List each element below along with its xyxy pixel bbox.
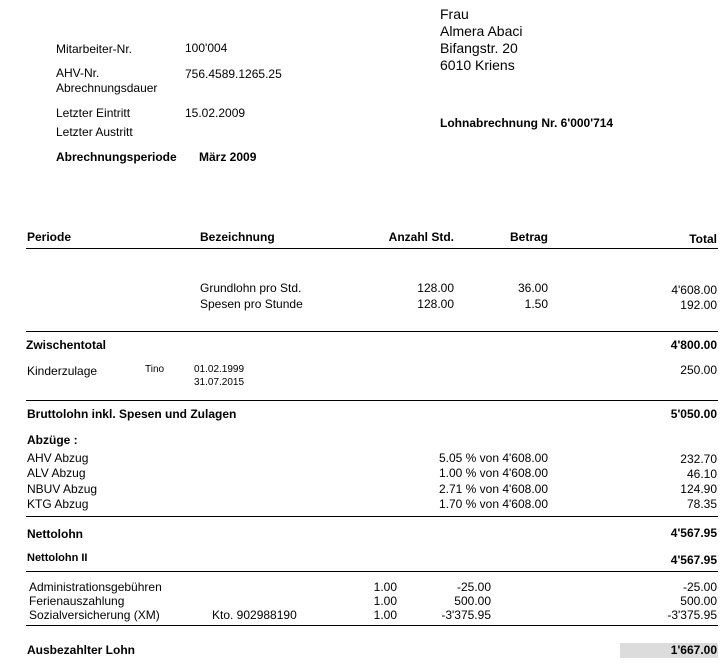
address-street: Bifangstr. 20 <box>440 40 518 56</box>
period-label: Abrechnungsperiode <box>56 150 177 164</box>
adjustment-qty: 1.00 <box>373 580 397 594</box>
wage-label: Spesen pro Stunde <box>200 297 303 311</box>
adjustment-amount: -25.00 <box>456 580 491 594</box>
deduction-rate: 1.70 % von 4'608.00 <box>438 497 548 511</box>
payout-label: Ausbezahlter Lohn <box>27 643 136 657</box>
col-betrag: Betrag <box>509 230 548 244</box>
deduction-label: NBUV Abzug <box>27 482 98 496</box>
period-value: März 2009 <box>199 150 257 164</box>
gross-value: 5'050.00 <box>670 407 717 421</box>
duration-label: Abrechnungsdauer <box>56 81 158 95</box>
adjustment-qty: 1.00 <box>373 608 397 622</box>
adjustment-qty: 1.00 <box>373 594 397 608</box>
subtotal-label: Zwischentotal <box>26 338 107 352</box>
address-city: 6010 Kriens <box>440 57 515 73</box>
net2-label: Nettolohn II <box>27 552 88 564</box>
col-anzahl: Anzahl Std. <box>388 230 454 244</box>
adjustment-total: 500.00 <box>680 594 717 608</box>
wage-total: 192.00 <box>680 298 717 312</box>
deduction-label: AHV Abzug <box>27 451 89 465</box>
adjustment-total: -25.00 <box>682 580 717 594</box>
deduction-value: 46.10 <box>686 467 717 481</box>
deductions-label: Abzüge : <box>27 433 78 447</box>
deduction-value: 78.35 <box>686 497 717 511</box>
deduction-value: 232.70 <box>680 452 717 466</box>
adjustment-label: Sozialversicherung (XM) <box>29 608 160 622</box>
adjustment-label: Ferienauszahlung <box>29 594 125 608</box>
net-divider <box>26 516 718 517</box>
allowance-to: 31.07.2015 <box>194 377 245 388</box>
payout-value: 1'667.00 <box>670 643 717 657</box>
adjustment-account: Kto. 902988190 <box>212 608 297 622</box>
adjustment-amount: 500.00 <box>454 594 491 608</box>
subtotal-value: 4'800.00 <box>670 338 717 352</box>
col-total: Total <box>689 232 717 246</box>
wage-rate: 36.00 <box>517 281 548 295</box>
gross-label: Bruttolohn inkl. Spesen und Zulagen <box>27 407 237 421</box>
ahv-value: 756.4589.1265.25 <box>185 67 282 81</box>
wage-qty: 128.00 <box>417 281 454 295</box>
deduction-rate: 2.71 % von 4'608.00 <box>438 482 548 496</box>
employee-nr-value: 100'004 <box>185 41 228 55</box>
employee-nr-label: Mitarbeiter-Nr. <box>56 42 133 56</box>
payout-divider <box>26 625 718 626</box>
wage-rate: 1.50 <box>524 297 548 311</box>
ahv-label: AHV-Nr. <box>56 66 100 80</box>
adjustment-amount: -3'375.95 <box>441 608 491 622</box>
allowance-value: 250.00 <box>680 363 717 377</box>
adjustments-divider <box>26 571 718 572</box>
gross-divider <box>26 400 718 401</box>
subtotal-divider <box>26 331 718 332</box>
adjustment-label: Administrationsgebühren <box>29 580 162 594</box>
deduction-label: ALV Abzug <box>27 466 86 480</box>
entry-value: 15.02.2009 <box>185 106 246 120</box>
wage-label: Grundlohn pro Std. <box>200 281 302 295</box>
statement-title: Lohnabrechnung Nr. 6'000'714 <box>440 116 614 130</box>
deduction-rate: 1.00 % von 4'608.00 <box>438 466 548 480</box>
deduction-value: 124.90 <box>680 482 717 496</box>
net-label: Nettolohn <box>27 527 83 541</box>
deduction-label: KTG Abzug <box>27 497 89 511</box>
address-salutation: Frau <box>440 6 469 22</box>
address-name: Almera Abaci <box>440 23 523 39</box>
col-bezeichnung: Bezeichnung <box>200 230 275 244</box>
allowance-from: 01.02.1999 <box>194 364 245 375</box>
exit-label: Letzter Austritt <box>56 125 133 139</box>
allowance-child: Tino <box>145 364 165 375</box>
entry-label: Letzter Eintritt <box>56 106 131 120</box>
adjustment-total: -3'375.95 <box>667 608 717 622</box>
net-value: 4'567.95 <box>670 526 717 540</box>
wage-qty: 128.00 <box>417 297 454 311</box>
col-periode: Periode <box>27 230 72 244</box>
wage-total: 4'608.00 <box>671 283 717 297</box>
allowance-label: Kinderzulage <box>27 364 98 378</box>
header-divider <box>26 248 718 249</box>
net2-value: 4'567.95 <box>670 553 717 567</box>
deduction-rate: 5.05 % von 4'608.00 <box>438 451 548 465</box>
